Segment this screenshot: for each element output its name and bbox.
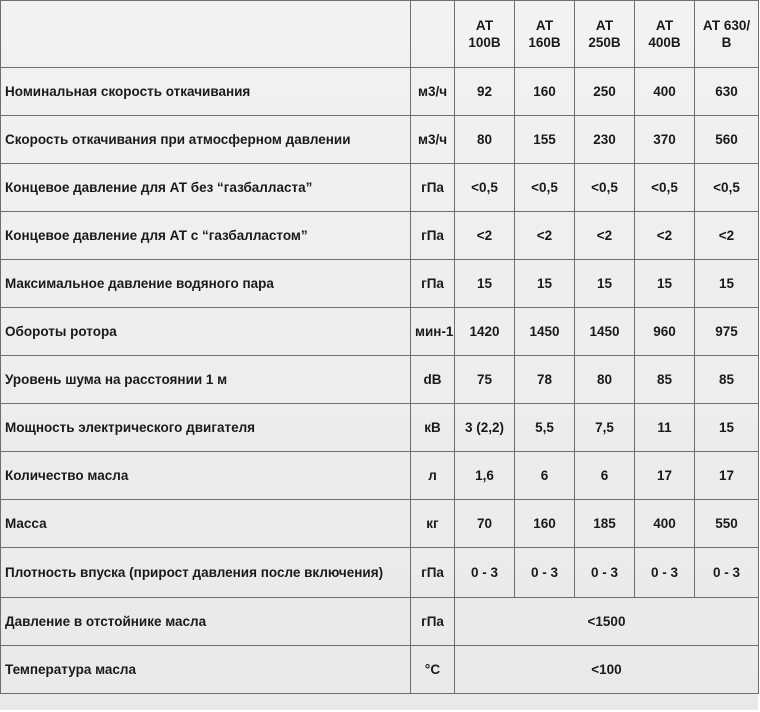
unit-cell: гПа [411,164,455,212]
unit-cell: л [411,452,455,500]
param-label: Концевое давление для АТ без “газбалласта” [1,164,411,212]
param-label: Номинальная скорость откачивания [1,68,411,116]
value-cell: 155 [515,116,575,164]
value-cell: 630 [695,68,759,116]
unit-cell: кг [411,500,455,548]
table-row [1,356,759,404]
value-cell: 3 (2,2) [455,404,515,452]
table-row [1,308,759,356]
unit-cell: dB [411,356,455,404]
value-cell: 1,6 [455,452,515,500]
value-cell: 11 [635,404,695,452]
table-row [1,212,759,260]
value-cell: 85 [695,356,759,404]
value-cell: 230 [575,116,635,164]
table-row [1,164,759,212]
value-cell: 15 [455,260,515,308]
unit-cell: гПа [411,598,455,646]
value-cell: 15 [515,260,575,308]
value-cell: 0 - 3 [635,548,695,598]
value-cell: 17 [695,452,759,500]
unit-cell: гПа [411,548,455,598]
param-label: Мощность электрического двигателя [1,404,411,452]
value-cell: 0 - 3 [575,548,635,598]
param-label: Количество масла [1,452,411,500]
table-row [1,452,759,500]
value-cell: 1450 [575,308,635,356]
value-cell: 80 [575,356,635,404]
value-cell: <0,5 [515,164,575,212]
value-cell: 185 [575,500,635,548]
header-model-5: АТ 630/В [695,1,759,68]
header-model-4: АТ 400В [635,1,695,68]
unit-cell: м3/ч [411,68,455,116]
value-cell: 160 [515,500,575,548]
value-cell: 5,5 [515,404,575,452]
value-cell: 0 - 3 [515,548,575,598]
value-cell: 15 [635,260,695,308]
param-label: Температура масла [1,646,411,694]
value-cell: 6 [515,452,575,500]
param-label: Уровень шума на расстоянии 1 м [1,356,411,404]
value-cell: <2 [695,212,759,260]
value-cell: 15 [695,404,759,452]
value-cell: 0 - 3 [455,548,515,598]
param-label: Масса [1,500,411,548]
value-cell: 400 [635,500,695,548]
value-cell: <2 [515,212,575,260]
table-row [1,404,759,452]
value-cell: 70 [455,500,515,548]
value-cell: 160 [515,68,575,116]
header-model-2: АТ 160В [515,1,575,68]
unit-cell: м3/ч [411,116,455,164]
value-cell: 560 [695,116,759,164]
value-cell: 92 [455,68,515,116]
value-cell: <0,5 [695,164,759,212]
unit-cell: кВ [411,404,455,452]
value-cell: <2 [635,212,695,260]
param-label: Максимальное давление водяного пара [1,260,411,308]
unit-cell: °C [411,646,455,694]
table-row [1,260,759,308]
value-cell: 975 [695,308,759,356]
value-cell: 370 [635,116,695,164]
table-row-merged [1,646,759,694]
value-cell: 1450 [515,308,575,356]
header-model-3: АТ 250В [575,1,635,68]
value-cell: 1420 [455,308,515,356]
value-cell: <2 [455,212,515,260]
param-label: Плотность впуска (прирост давления после включения) [1,548,411,598]
value-cell: <0,5 [455,164,515,212]
value-cell: 17 [635,452,695,500]
value-cell: 75 [455,356,515,404]
param-label: Давление в отстойнике масла [1,598,411,646]
value-cell: 400 [635,68,695,116]
table-row [1,116,759,164]
value-cell: 15 [575,260,635,308]
value-cell: <2 [575,212,635,260]
param-label: Обороты ротора [1,308,411,356]
value-cell: 250 [575,68,635,116]
value-cell: 550 [695,500,759,548]
unit-cell: мин-1 [411,308,455,356]
param-label: Концевое давление для АТ с “газбалластом” [1,212,411,260]
table-row-merged [1,598,759,646]
unit-cell: гПа [411,212,455,260]
value-cell: 0 - 3 [695,548,759,598]
value-cell: 15 [695,260,759,308]
table-row [1,68,759,116]
value-cell: 80 [455,116,515,164]
value-cell: 960 [635,308,695,356]
merged-value-cell: <100 [455,646,759,694]
unit-cell: гПа [411,260,455,308]
header-param-cell [1,1,411,68]
table-row [1,548,759,598]
table-row [1,500,759,548]
merged-value-cell: <1500 [455,598,759,646]
value-cell: 85 [635,356,695,404]
header-model-1: АТ 100В [455,1,515,68]
header-unit-cell [411,1,455,68]
table-header-row [1,1,759,68]
value-cell: 78 [515,356,575,404]
value-cell: <0,5 [635,164,695,212]
param-label: Скорость откачивания при атмосферном давлении [1,116,411,164]
value-cell: 6 [575,452,635,500]
value-cell: <0,5 [575,164,635,212]
value-cell: 7,5 [575,404,635,452]
